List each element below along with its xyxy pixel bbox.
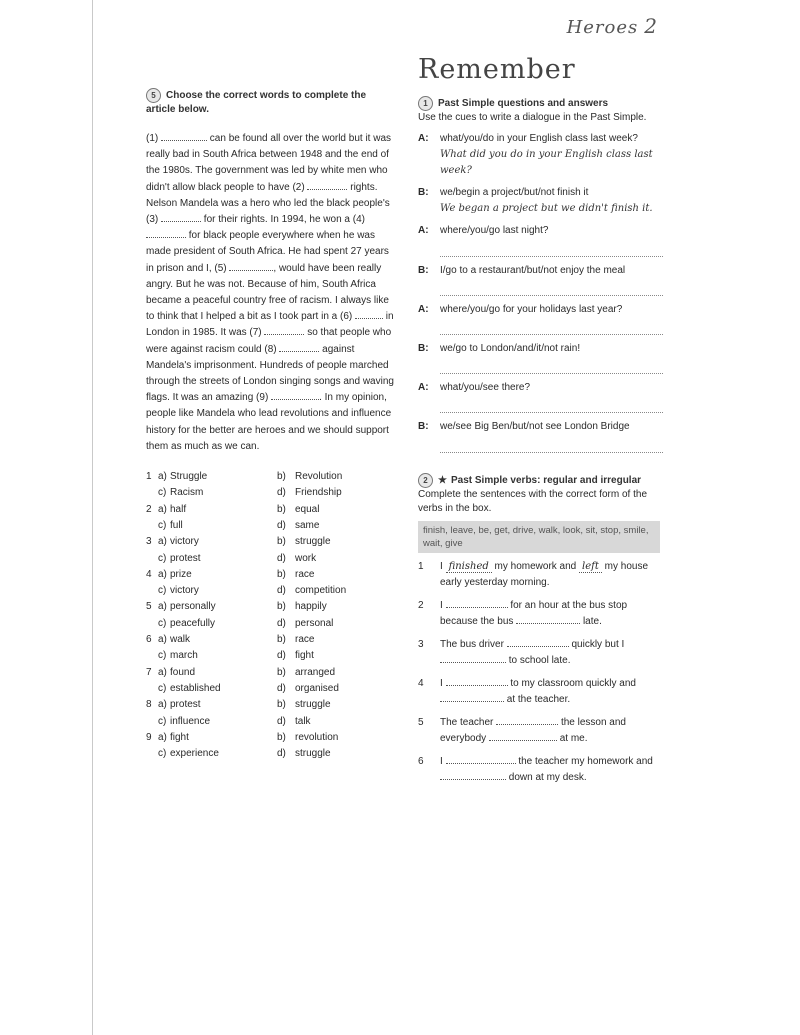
option-c[interactable]: full (170, 519, 183, 531)
option-row (146, 746, 394, 762)
right-column (418, 96, 663, 787)
option-c[interactable]: established (170, 682, 221, 694)
option-letter: b) (277, 634, 286, 646)
speaker: B: (418, 264, 429, 276)
answer-line[interactable] (440, 438, 663, 453)
sentence-text: to school late. (508, 655, 571, 667)
option-d[interactable]: organised (295, 682, 339, 694)
article-seg: so that people who were against racism could (146, 327, 392, 355)
option-row (146, 599, 394, 615)
dialogue-line (418, 263, 663, 279)
dialogue (418, 131, 663, 453)
sentence (418, 559, 663, 592)
option-letter: c) (158, 487, 167, 499)
gap-9[interactable] (271, 390, 319, 400)
option-number: 4 (146, 568, 152, 580)
sentence-number: 2 (418, 599, 424, 611)
option-a[interactable]: half (170, 503, 187, 515)
exercise-2-title (418, 473, 663, 488)
option-row (146, 534, 394, 550)
option-letter: b) (277, 471, 286, 483)
options-list (146, 469, 394, 762)
option-letter: c) (158, 748, 167, 760)
sentence-text: I (440, 755, 443, 767)
option-a[interactable]: prize (170, 568, 192, 580)
option-row (146, 681, 394, 697)
dialogue-line (418, 223, 663, 239)
option-letter: b) (277, 536, 286, 548)
option-d[interactable]: work (295, 552, 317, 564)
option-letter: b) (277, 666, 286, 678)
article-seg: in London in 1985. It was (7) (146, 311, 394, 339)
option-row (146, 583, 394, 599)
remember-heading: Remember (418, 54, 576, 85)
gap-7[interactable] (264, 325, 304, 335)
article-seg: can be found all over the world but it was really bad in South Africa between 1948 and the end of the 1980s. The government was led by white men who didn't allow black people to have (146, 133, 392, 193)
dialogue-line (418, 185, 663, 201)
exercise-5 (146, 88, 394, 762)
option-letter: c) (158, 552, 167, 564)
gap-2[interactable] (307, 180, 347, 190)
option-row (146, 665, 394, 681)
handwritten-answer: What did you do in your English class last week? (440, 149, 653, 177)
gap-3[interactable] (161, 212, 201, 222)
exercise-5-title (146, 88, 394, 117)
sentence-text: at the teacher. (506, 694, 571, 706)
dialogue-line (418, 419, 663, 435)
gap[interactable] (489, 731, 557, 741)
option-number: 5 (146, 601, 152, 613)
sentence-text: I (440, 599, 443, 611)
article-seg: (1) (146, 133, 159, 144)
option-c[interactable]: march (170, 650, 198, 662)
option-b[interactable]: equal (295, 503, 320, 515)
option-number: 3 (146, 536, 152, 548)
exercise-number-badge: 2 (418, 473, 433, 488)
word-box: finish, leave, be, get, drive, walk, look, sit, stop, smile, wait, give (418, 521, 660, 553)
gap[interactable] (446, 754, 516, 764)
sentence-text: for an hour at the bus stop because the bus (440, 599, 628, 628)
exercise-2-instruction: Complete the sentences with the correct form of the verbs in the box. (418, 488, 647, 514)
sentence (418, 676, 663, 709)
article-seg: (8) (264, 343, 277, 355)
option-letter: c) (158, 585, 167, 597)
gap-5[interactable] (229, 261, 273, 271)
exercise-2-title-text: Past Simple verbs: regular and irregular (450, 474, 642, 486)
cue: where/you/go last night? (440, 225, 549, 237)
option-b[interactable]: struggle (295, 699, 331, 711)
option-a[interactable]: fight (170, 731, 189, 743)
option-letter: a) (158, 634, 167, 646)
option-number: 8 (146, 699, 152, 711)
option-letter: d) (277, 519, 286, 531)
sentence-text: The teacher (440, 716, 494, 728)
article-seg: , would have been really angry. But he was not. Because of him, South Africa became a peaceful country free of racism. I always like to think that I helped a bit as I took part in a (6) (146, 262, 389, 323)
option-letter: a) (158, 601, 167, 613)
star-icon: ★ (438, 474, 447, 486)
option-number: 2 (146, 503, 152, 515)
option-letter: c) (158, 519, 167, 531)
option-c[interactable]: victory (170, 585, 199, 597)
option-row (146, 730, 394, 746)
option-c[interactable]: protest (170, 552, 201, 564)
speaker: B: (418, 343, 429, 355)
gap[interactable] (440, 653, 506, 663)
dialogue-line (418, 302, 663, 318)
option-a[interactable]: walk (170, 634, 191, 646)
option-letter: d) (277, 748, 286, 760)
option-a[interactable]: Struggle (170, 471, 208, 483)
sentence-number: 3 (418, 638, 424, 650)
option-letter: a) (158, 699, 167, 711)
option-letter: d) (277, 715, 286, 727)
dialogue-line (418, 341, 663, 357)
option-letter: c) (158, 682, 167, 694)
option-letter: d) (277, 650, 286, 662)
option-d[interactable]: same (295, 519, 320, 531)
article-seg: (2) (292, 181, 305, 193)
sentence (418, 637, 663, 670)
gap[interactable] (440, 770, 506, 780)
option-letter: c) (158, 650, 167, 662)
exercise-5-title-text: Choose the correct words to complete the article below. (146, 90, 367, 115)
option-d[interactable]: personal (295, 617, 334, 629)
exercise-1-title-text: Past Simple questions and answers (438, 98, 609, 109)
exercise-number-badge: 5 (146, 88, 161, 103)
sentence (418, 754, 663, 787)
option-letter: b) (277, 601, 286, 613)
handwritten-answer: We began a project but we didn't finish it. (440, 203, 653, 215)
option-b[interactable]: Revolution (295, 471, 343, 483)
option-b[interactable]: race (295, 568, 315, 580)
gap[interactable] (507, 637, 569, 647)
option-letter: a) (158, 503, 167, 515)
option-b[interactable]: revolution (295, 731, 339, 743)
article-seg: for their rights. In 1994, he won a (4) (201, 214, 365, 226)
sentence-number: 4 (418, 677, 424, 689)
exercise-2 (418, 473, 663, 787)
answer-line[interactable] (440, 398, 663, 413)
option-letter: c) (158, 715, 167, 727)
option-c[interactable]: peacefully (170, 617, 216, 629)
sentence-text: to my classroom quickly and (510, 677, 636, 689)
gap-6[interactable] (355, 309, 383, 319)
option-row (146, 518, 394, 534)
answer-line[interactable] (440, 320, 663, 335)
sentence (418, 598, 663, 631)
cue: we/begin a project/but/not finish it (440, 187, 589, 199)
article-seg: . In my opinion, people like Mandela who lead revolutions and influence history for the better are heroes and we should support them as much as we can. (146, 392, 392, 452)
filled-answer[interactable]: left (579, 561, 602, 573)
sentence-text: The bus driver (440, 638, 504, 650)
page-edge-line (92, 0, 93, 1035)
option-a[interactable]: protest (170, 699, 201, 711)
option-row (146, 551, 394, 567)
cue: we/see Big Ben/but/not see London Bridge (440, 421, 630, 433)
sentence-text: the teacher my homework and (518, 755, 653, 767)
gap[interactable] (496, 715, 558, 725)
option-letter: d) (277, 682, 286, 694)
gap-1[interactable] (161, 131, 207, 141)
option-row (146, 502, 394, 518)
option-row (146, 485, 394, 501)
gap[interactable] (446, 598, 508, 608)
option-d[interactable]: fight (295, 650, 314, 662)
sentence-text: my house early yesterday morning. (440, 560, 649, 589)
option-b[interactable]: struggle (295, 536, 331, 548)
cue: what/you/see there? (440, 382, 531, 394)
article-text (146, 131, 394, 455)
option-letter: d) (277, 487, 286, 499)
option-letter: a) (158, 471, 167, 483)
option-letter: b) (277, 568, 286, 580)
option-number: 7 (146, 666, 152, 678)
option-d[interactable]: competition (295, 585, 347, 597)
option-letter: a) (158, 666, 167, 678)
option-number: 9 (146, 731, 152, 743)
exercise-number-badge: 1 (418, 96, 433, 111)
option-row (146, 469, 394, 485)
speaker: A: (418, 133, 429, 144)
sentence-text: late. (582, 616, 602, 628)
exercise-1-title (418, 96, 663, 111)
answer-line[interactable] (440, 359, 663, 374)
cue: where/you/go for your holidays last year? (440, 303, 623, 315)
option-c[interactable]: influence (170, 715, 211, 727)
gap-4[interactable] (146, 228, 186, 238)
answer-line[interactable] (440, 242, 663, 257)
sentence-number: 1 (418, 560, 424, 572)
option-letter: a) (158, 731, 167, 743)
sentence-text: down at my desk. (508, 772, 587, 784)
option-a[interactable]: victory (170, 536, 199, 548)
sentence-text: I (440, 677, 443, 689)
option-row (146, 714, 394, 730)
option-letter: b) (277, 699, 286, 711)
sentence-text: the lesson and everybody (440, 716, 626, 745)
answer-line[interactable] (440, 281, 663, 296)
option-letter: c) (158, 617, 167, 629)
gap[interactable] (516, 614, 580, 624)
option-number: 1 (146, 471, 152, 483)
sentence-text: my homework and (494, 560, 577, 572)
sentence-number: 5 (418, 716, 424, 728)
option-row (146, 697, 394, 713)
cue: we/go to London/and/it/not rain! (440, 343, 581, 355)
article-seg: for black people everywhere when he was made president of South Africa. He had spent 27 years in prison and I, (146, 230, 389, 274)
speaker: B: (418, 421, 429, 433)
option-c[interactable]: experience (170, 748, 219, 760)
option-row (146, 616, 394, 632)
option-letter: d) (277, 552, 286, 564)
option-letter: d) (277, 617, 286, 629)
option-row (146, 567, 394, 583)
article-seg: (5) (214, 262, 227, 274)
gap[interactable] (440, 692, 504, 702)
option-letter: b) (277, 731, 286, 743)
option-row (146, 632, 394, 648)
header-number: 2 (644, 14, 658, 38)
option-b[interactable]: race (295, 634, 315, 646)
option-d[interactable]: talk (295, 715, 311, 727)
option-a[interactable]: personally (170, 601, 216, 613)
speaker: A: (418, 225, 429, 237)
option-letter: a) (158, 536, 167, 548)
cue: what/you/do in your English class last week? (440, 133, 638, 144)
dialogue-line (418, 380, 663, 396)
option-letter: b) (277, 503, 286, 515)
option-b[interactable]: arranged (295, 666, 336, 678)
filled-answer[interactable]: finished (446, 561, 492, 573)
sentence-text: at me. (559, 733, 588, 745)
cue: I/go to a restaurant/but/not enjoy the meal (440, 264, 626, 276)
article-seg: against Mandela's imprisonment. Hundreds of people marched through the streets of London singing songs and waving flags. It was an amazing (9) (146, 343, 394, 404)
dialogue-line (418, 131, 663, 147)
sentence-number: 6 (418, 755, 424, 767)
page-header (567, 14, 658, 38)
option-letter: a) (158, 568, 167, 580)
speaker: A: (418, 303, 429, 315)
speaker: B: (418, 187, 429, 199)
gap-8[interactable] (279, 342, 319, 352)
option-d[interactable]: Friendship (295, 487, 342, 499)
header-title: Heroes (566, 17, 639, 38)
option-number: 6 (146, 634, 152, 646)
sentence (418, 715, 663, 748)
exercise-1-instruction: Use the cues to write a dialogue in the Past Simple. (418, 112, 647, 123)
sentence-text: quickly but I (571, 638, 625, 650)
option-letter: d) (277, 585, 286, 597)
option-row (146, 648, 394, 664)
option-a[interactable]: found (170, 666, 196, 678)
article-seg: rights. Nelson Mandela was a hero who led the black people's (3) (146, 181, 390, 226)
speaker: A: (418, 382, 429, 394)
sentence-text: I (440, 560, 443, 572)
gap[interactable] (446, 676, 508, 686)
option-d[interactable]: struggle (295, 748, 331, 760)
exercise-1 (418, 96, 663, 453)
option-b[interactable]: happily (295, 601, 327, 613)
option-c[interactable]: Racism (170, 487, 204, 499)
